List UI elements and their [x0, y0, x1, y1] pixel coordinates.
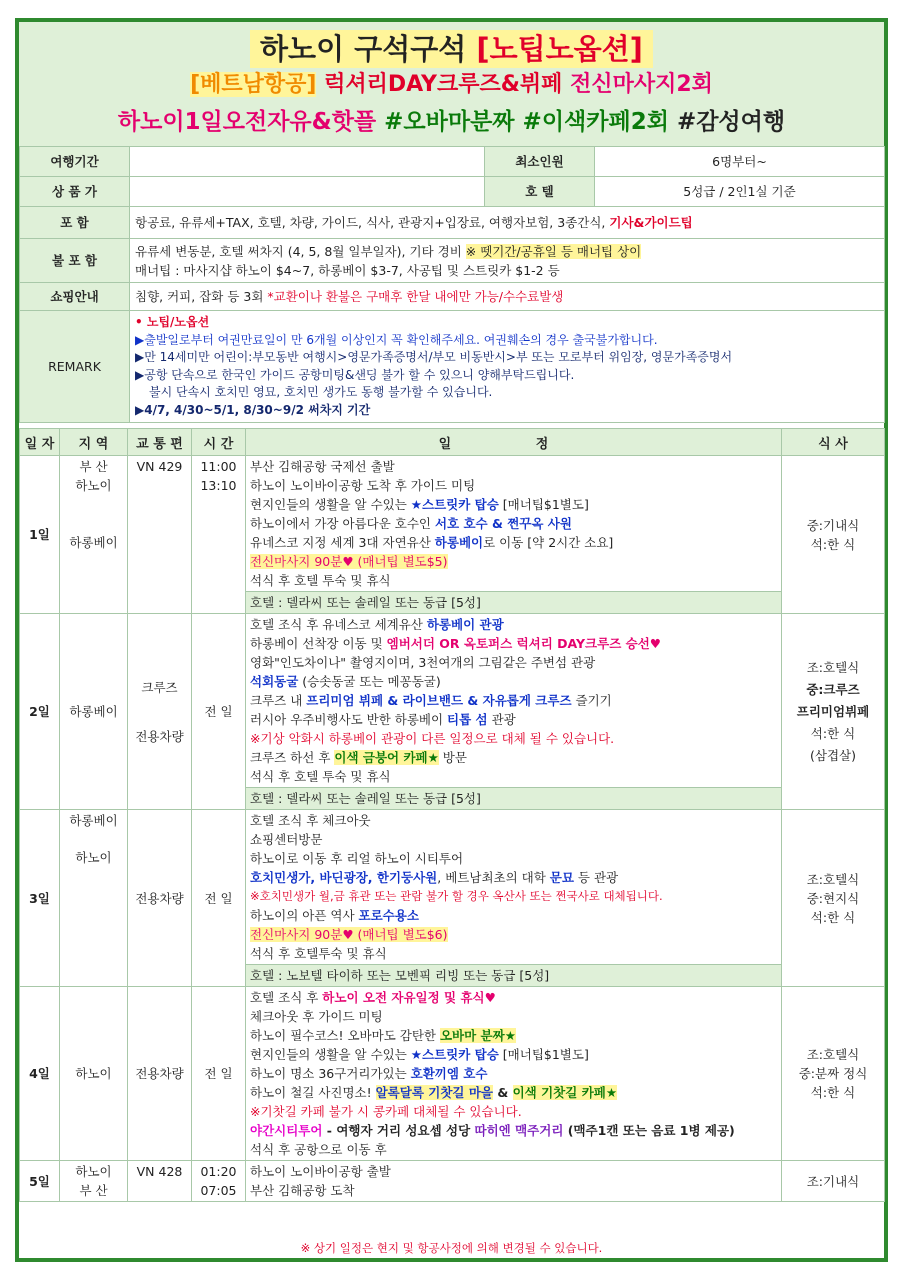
plan-line: 석식 후 공항으로 이동 후 — [250, 1142, 387, 1157]
plan-text: 호텔 조식 후 유네스코 세계유산 — [250, 617, 427, 632]
meal-text: 조:호텔식 — [806, 659, 860, 675]
plan-line: 호텔 조식 후 체크아웃 — [250, 813, 371, 828]
massage-tag: 전신마사지2회 — [570, 72, 713, 97]
plan-line: 하노이 노이바이공항 출발 — [250, 1164, 391, 1179]
plan-highlight: 엠버서더 OR 옥토퍼스 럭셔리 DAY크루즈 승선♥ — [386, 636, 661, 651]
day-area: 하노이 — [60, 987, 128, 1161]
hotel-info: 호텔 : 델라씨 또는 솔레일 또는 동급 [5성] — [246, 592, 782, 614]
freetime-tag: 하노이1일오전자유&핫플 — [117, 109, 377, 135]
plan-text: 크루즈 하선 후 — [250, 750, 335, 765]
day-time: 전 일 — [192, 614, 246, 810]
plan-line: 석식 후 호텔 투숙 및 휴식 — [250, 769, 391, 784]
plan-highlight: 하롱베이 관광 — [426, 617, 504, 632]
cafe-tag: #이색카페2회 — [522, 109, 669, 135]
meal-text: 조:호텔식 — [806, 871, 860, 887]
title-main: 하노이 구석구석 — [260, 32, 467, 66]
day-3-row — [20, 810, 885, 965]
day-label: 5일 — [20, 1161, 60, 1202]
plan-line: 부산 김해공항 국제선 출발 — [250, 459, 395, 474]
include-text: 항공료, 유류세+TAX, 호텔, 차량, 가이드, 식사, 관광지+입장료, 여행자보험, 3종간식, — [135, 215, 610, 230]
period-label: 여행기간 — [20, 147, 130, 177]
day-meal — [782, 987, 885, 1161]
schedule-table — [19, 428, 885, 1202]
time-text: 13:10 — [200, 478, 237, 493]
plan-highlight: 호환끼엠 호수 — [410, 1066, 488, 1081]
meal-text: 석:한 식 — [810, 536, 856, 552]
plan-text: , 베트남최초의 대학 — [437, 870, 550, 885]
day-label: 2일 — [20, 614, 60, 810]
subtitle-line-1 — [19, 70, 884, 100]
plan-text: [매너팁$1별도] — [498, 1047, 589, 1062]
plan-highlight: 하노이 오전 자유일정 및 휴식♥ — [322, 990, 496, 1005]
day-plan — [246, 456, 782, 592]
meal-text: 석:한 식 — [810, 1085, 856, 1100]
col-time: 시 간 — [192, 429, 246, 456]
plan-text: 호텔 조식 후 — [250, 990, 323, 1005]
plan-text: 현지인들의 생활을 알 수있는 — [250, 497, 411, 512]
plan-warning: ※기찻길 카페 불가 시 콩카페 대체될 수 있습니다. — [250, 1104, 522, 1119]
plan-text: 즐기기 — [571, 693, 612, 708]
plan-line — [250, 495, 777, 514]
plan-highlight: 이색 금붕어 카페★ — [334, 750, 439, 765]
day-area — [60, 810, 128, 987]
plan-text: 하롱베이 선착장 이동 및 — [250, 636, 387, 651]
day-plan — [246, 1161, 782, 1202]
remark-line: ▶출발일로부터 여권만료일이 만 6개월 이상인지 꼭 확인해주세요. 여권훼손의 경우 출국불가합니다. — [135, 332, 658, 347]
hotel-info: 호텔 : 노보텔 타이하 또는 모벤픽 리빙 또는 동급 [5성] — [246, 965, 782, 987]
plan-highlight: 석회동굴 — [250, 674, 299, 689]
day-label: 3일 — [20, 810, 60, 987]
plan-highlight: ★스트릿카 탑승 — [410, 1047, 499, 1062]
plan-highlight: 오바마 분짜★ — [439, 1028, 516, 1043]
day-plan — [246, 987, 782, 1161]
plan-line: 부산 김해공항 도착 — [250, 1183, 355, 1198]
plan-text: 하노이 필수코스! 오바마도 감탄한 — [250, 1028, 440, 1043]
plan-line: 영화"인도차이나" 촬영지이며, 3천여개의 그림같은 주변섬 관광 — [250, 655, 596, 670]
time-text: 01:20 — [200, 1164, 237, 1179]
plan-warning: ※기상 악화시 하롱베이 관광이 다른 일정으로 대체 될 수 있습니다. — [250, 731, 615, 746]
plan-text: 등 관광 — [573, 870, 619, 885]
plan-text: & — [493, 1085, 513, 1100]
hotel-info: 호텔 : 델라씨 또는 솔레일 또는 동급 [5성] — [246, 788, 782, 810]
meal-text: 중:분짜 정식 — [798, 1066, 868, 1081]
plan-text: 하노이 철길 사진명소! — [250, 1085, 376, 1100]
meal-text: 중:현지식 — [806, 890, 860, 906]
flight-no: VN 428 — [128, 1161, 192, 1202]
plan-line — [250, 533, 777, 552]
area-text: 하롱베이 — [69, 535, 118, 550]
plan-highlight: 이색 기찻길 카페★ — [512, 1085, 618, 1100]
time-text: 07:05 — [200, 1183, 237, 1198]
plan-highlight: 따히엔 맥주거리 — [474, 1123, 564, 1138]
plan-text: 관광 — [487, 712, 516, 727]
day-4-row — [20, 987, 885, 1161]
area-text: 하롱베이 — [69, 813, 118, 828]
day-time — [192, 1161, 246, 1202]
hotel-label: 호 텔 — [485, 177, 595, 207]
plan-text: 로 이동 [약 2시간 소요] — [483, 535, 614, 550]
area-text: 하노이 — [75, 850, 112, 865]
exclude-line-2: 매너팁 : 마사지샵 하노이 $4~7, 하롱베이 $3-7, 사공팁 및 스트릿카 $1-2 등 — [135, 262, 560, 278]
plan-warning: ※호치민생가 월,금 휴관 또는 관람 불가 할 경우 옥산사 또는 쩐국사로 대체됩니다. — [250, 889, 663, 903]
minpax-value: 6명부터~ — [595, 147, 885, 177]
day-area: 하롱베이 — [60, 614, 128, 810]
meal-text: (삼겹살) — [810, 747, 856, 763]
day-time: 전 일 — [192, 987, 246, 1161]
plan-line — [250, 514, 777, 533]
period-value — [130, 147, 485, 177]
plan-text: 하노이에서 가장 아름다운 호수인 — [250, 516, 435, 531]
remark-value — [130, 311, 885, 423]
massage-highlight: 전신마사지 90분♥ (매너팁 별도$6) — [250, 927, 448, 942]
col-day: 일 자 — [20, 429, 60, 456]
plan-text: 현지인들의 생활을 알 수있는 — [250, 1047, 411, 1062]
exclude-line-1: 유류세 변동분, 호텔 써차지 (4, 5, 8월 일부일자), 기타 경비 — [135, 243, 466, 259]
day-meal — [782, 810, 885, 987]
plan-highlight: 하롱베이 — [434, 535, 484, 550]
shopping-label: 쇼핑안내 — [20, 283, 130, 311]
exclude-value — [130, 239, 885, 283]
col-transport: 교 통 편 — [128, 429, 192, 456]
plan-text: (맥주1캔 또는 음료 1병 제공) — [563, 1123, 735, 1138]
plan-line: 하노이로 이동 후 리얼 하노이 시티투어 — [250, 851, 464, 866]
product-info-table — [19, 146, 885, 423]
shopping-value — [130, 283, 885, 311]
shopping-text: 침향, 커피, 잡화 등 3회 — [135, 289, 268, 304]
plan-highlight: 프리미엄 뷔페 & 라이브밴드 & 자유롭게 크루즈 — [306, 693, 572, 708]
day-meal — [782, 456, 885, 614]
day-transport — [128, 614, 192, 810]
remark-line: • 노팁/노옵션 — [135, 315, 210, 329]
day-plan — [246, 810, 782, 965]
day-meal — [782, 614, 885, 810]
shopping-note: *교환이나 환불은 구매후 한달 내에만 가능/수수료발생 — [267, 289, 564, 304]
meal-text: 석:한 식 — [810, 909, 856, 925]
remark-line: ▶4/7, 4/30~5/1, 8/30~9/2 써차지 기간 — [135, 402, 371, 417]
exclude-label: 불 포 함 — [20, 239, 130, 283]
meal-text: 석:한 식 — [810, 725, 856, 741]
plan-line: 석식 후 호텔투숙 및 휴식 — [250, 946, 387, 961]
plan-highlight: 포로수용소 — [358, 908, 419, 923]
plan-highlight: 야간시티투어 — [250, 1123, 323, 1138]
remark-line: ▶만 14세미만 어린이:부모동반 여행시>영문가족증명서/부모 비동반시>부 또는 모로부터 위임장, 영문가족증명서 — [135, 350, 733, 364]
plan-text: 러시아 우주비행사도 반한 하롱베이 — [250, 712, 448, 727]
plan-line: 쇼핑센터방문 — [250, 832, 323, 847]
plan-text: 하노이 명소 36구거리가있는 — [250, 1066, 411, 1081]
mood-tag: #감성여행 — [676, 109, 786, 135]
area-text: 부 산 — [79, 459, 108, 474]
col-area: 지 역 — [60, 429, 128, 456]
day-plan — [246, 614, 782, 788]
transport-text: 전용차량 — [135, 728, 184, 744]
day-label: 4일 — [20, 987, 60, 1161]
day-label: 1일 — [20, 456, 60, 614]
subtitle-line-2 — [19, 106, 884, 138]
plan-highlight: ★스트릿카 탑승 — [410, 497, 499, 512]
day-transport: 전용차량 — [128, 810, 192, 987]
meal-text: 프리미엄뷔페 — [796, 703, 870, 719]
include-tip: 기사&가이드팁 — [609, 215, 693, 230]
obama-tag: #오바마분짜 — [384, 109, 515, 135]
flight-no: VN 429 — [128, 456, 192, 614]
meal-text: 조:호텔식 — [806, 1047, 860, 1062]
plan-line: 하노이 노이바이공항 도착 후 가이드 미팅 — [250, 478, 476, 493]
plan-line: 석식 후 호텔 투숙 및 휴식 — [250, 573, 391, 588]
area-text: 부 산 — [79, 1183, 108, 1198]
include-value — [130, 207, 885, 239]
col-plan: 일 정 — [246, 429, 782, 456]
footer-note: ※ 상기 일정은 현지 및 항공사정에 의해 변경될 수 있습니다. — [300, 1241, 603, 1255]
plan-highlight: 티톱 섬 — [447, 712, 488, 727]
minpax-label: 최소인원 — [485, 147, 595, 177]
plan-text: 방문 — [438, 750, 467, 765]
plan-line: 체크아웃 후 가이드 미팅 — [250, 1009, 383, 1024]
exclude-note: ※ 뗏기간/공휴일 등 매너팁 상이 — [465, 243, 642, 259]
day-2-row — [20, 614, 885, 788]
plan-text: 크루즈 내 — [250, 693, 307, 708]
day-1-row — [20, 456, 885, 592]
plan-text: (승솟동굴 또는 메꽁동굴) — [298, 674, 441, 689]
plan-text: [매너팁$1별도] — [498, 497, 589, 512]
main-title — [19, 30, 884, 68]
day-area — [60, 456, 128, 614]
meal-text: 중:기내식 — [806, 517, 860, 533]
day-transport: 전용차량 — [128, 987, 192, 1161]
plan-highlight: 문묘 — [549, 870, 574, 885]
hotel-value: 5성급 / 2인1실 기준 — [595, 177, 885, 207]
remark-label: REMARK — [20, 311, 130, 423]
plan-highlight: 알록달록 기찻길 마을 — [375, 1085, 493, 1100]
plan-text: 하노이의 아픈 역사 — [250, 908, 359, 923]
day-area — [60, 1161, 128, 1202]
remark-line: ▶공항 단속으로 한국인 가이드 공항미팅&샌딩 불가 할 수 있으니 양해부탁드립니다. — [135, 367, 575, 382]
day-time: 전 일 — [192, 810, 246, 987]
area-text: 하노이 — [75, 1164, 112, 1179]
meal-text: 중:크루즈 — [806, 681, 860, 697]
plan-highlight: 호치민생가, 바딘광장, 한기둥사원 — [250, 870, 438, 885]
plan-text: 유네스코 지정 세계 3대 자연유산 — [250, 535, 435, 550]
airline-tag: [베트남항공] — [190, 72, 317, 97]
plan-highlight: 서호 호수 & 쩐꾸옥 사원 — [434, 516, 572, 531]
massage-highlight: 전신마사지 90분♥ (매너팁 별도$5) — [250, 554, 448, 569]
time-text: 11:00 — [200, 459, 237, 474]
price-value — [130, 177, 485, 207]
remark-line: 불시 단속시 호치민 영묘, 호치민 생가도 동행 불가할 수 있습니다. — [149, 385, 493, 399]
plan-text: - 여행자 거리 성요셉 성당 — [322, 1123, 475, 1138]
col-meal: 식 사 — [782, 429, 885, 456]
transport-text: 크루즈 — [141, 679, 178, 695]
cruise-tag: 럭셔리DAY크루즈&뷔페 — [324, 72, 563, 97]
title-tag: [노팁노옵션] — [476, 32, 643, 66]
include-label: 포 함 — [20, 207, 130, 239]
day-5-row — [20, 1161, 885, 1202]
price-label: 상 품 가 — [20, 177, 130, 207]
day-meal: 조:기내식 — [782, 1161, 885, 1202]
day-time — [192, 456, 246, 614]
area-text: 하노이 — [75, 478, 112, 493]
title-banner — [19, 22, 884, 146]
